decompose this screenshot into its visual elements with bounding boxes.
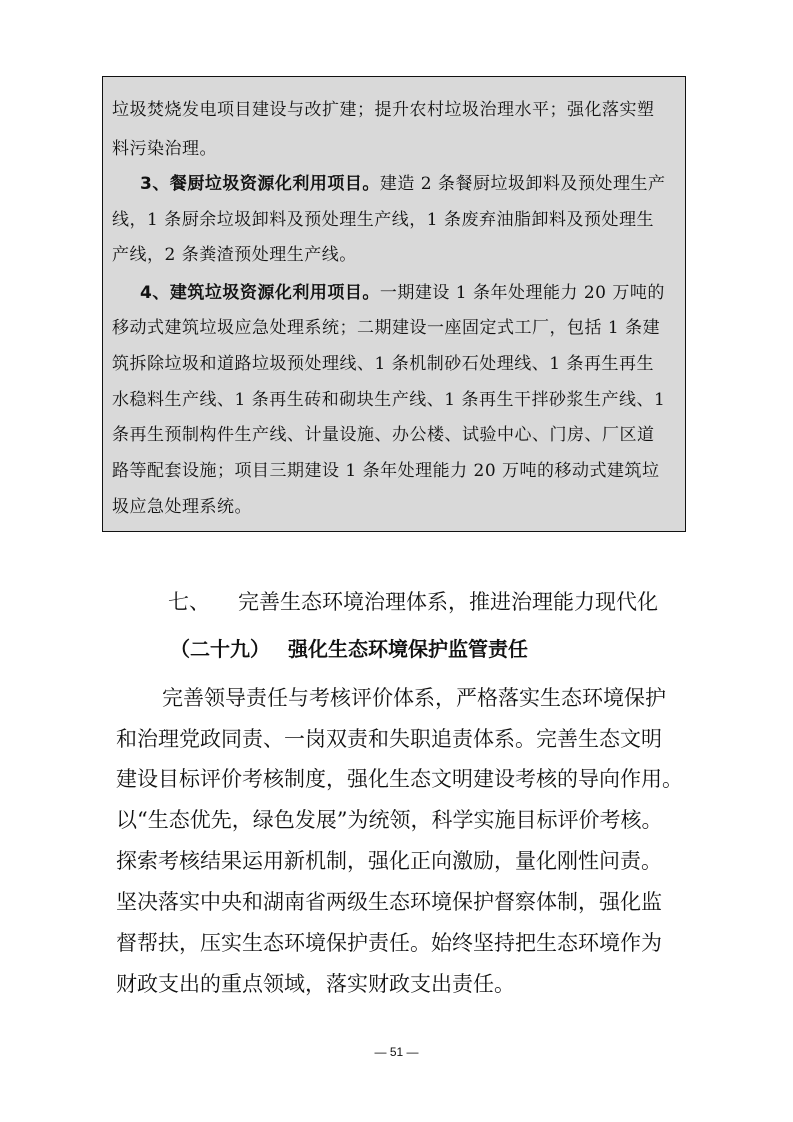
subsection-title: 强化生态环境保护监管责任: [288, 637, 528, 661]
body-paragraph-line: 以“生态优先，绿色发展”为统领，科学实施目标评价考核。: [116, 808, 663, 832]
box-text-line: 料污染治理。: [112, 139, 217, 159]
box-text-line: 路等配套设施；项目三期建设 1 条年处理能力 20 万吨的移动式建筑垃: [112, 461, 660, 481]
box-item-3-text: 建造 2 条餐厨垃圾卸料及预处理生产: [379, 174, 666, 194]
body-paragraph-line: 探索考核结果运用新机制，强化正向激励，量化刚性问责。: [116, 849, 662, 873]
section-heading: [168, 589, 658, 615]
box-text-line: 产线，2 条粪渣预处理生产线。: [112, 245, 357, 265]
box-item-4: [140, 283, 665, 303]
section-title: 完善生态环境治理体系，推进治理能力现代化: [238, 590, 658, 614]
body-paragraph-line: 财政支出的重点领域，落实财政支出责任。: [116, 972, 515, 996]
page-number: — 51 —: [374, 1045, 419, 1059]
box-item-4-text: 一期建设 1 条年处理能力 20 万吨的: [379, 283, 665, 303]
box-text-line: 移动式建筑垃圾应急处理系统；二期建设一座固定式工厂，包括 1 条建: [112, 318, 661, 338]
box-item-3: [140, 174, 665, 194]
box-text-line: 筑拆除垃圾和道路垃圾预处理线、1 条机制砂石处理线、1 条再生再生: [112, 354, 654, 374]
section-number: 七、: [168, 590, 210, 614]
box-item-4-title: 4、建筑垃圾资源化利用项目。: [140, 283, 380, 303]
body-paragraph-line: 建设目标评价考核制度，强化生态文明建设考核的导向作用。: [116, 767, 683, 791]
box-text-line: 水稳料生产线、1 条再生砖和砌块生产线、1 条再生干拌砂浆生产线、1: [112, 390, 666, 410]
body-paragraph-line: 完善领导责任与考核评价体系，严格落实生态环境保护: [162, 686, 666, 710]
body-paragraph-line: 坚决落实中央和湖南省两级生态环境保护督察体制，强化监: [116, 890, 662, 914]
body-paragraph-line: 和治理党政同责、一岗双责和失职追责体系。完善生态文明: [116, 727, 662, 751]
box-text-line: 圾应急处理系统。: [112, 497, 252, 517]
box-item-3-title: 3、餐厨垃圾资源化利用项目。: [140, 174, 380, 194]
box-text-line: 条再生预制构件生产线、计量设施、办公楼、试验中心、门房、厂区道: [112, 425, 655, 445]
subsection-heading: [170, 636, 528, 662]
box-text-line: 线，1 条厨余垃圾卸料及预处理生产线，1 条废弃油脂卸料及预处理生: [112, 210, 654, 230]
body-paragraph-line: 督帮扶，压实生态环境保护责任。始终坚持把生态环境作为: [116, 931, 662, 955]
box-text-line: 垃圾焚烧发电项目建设与改扩建；提升农村垃圾治理水平；强化落实塑: [112, 100, 655, 120]
subsection-number: （二十九）: [170, 637, 270, 661]
